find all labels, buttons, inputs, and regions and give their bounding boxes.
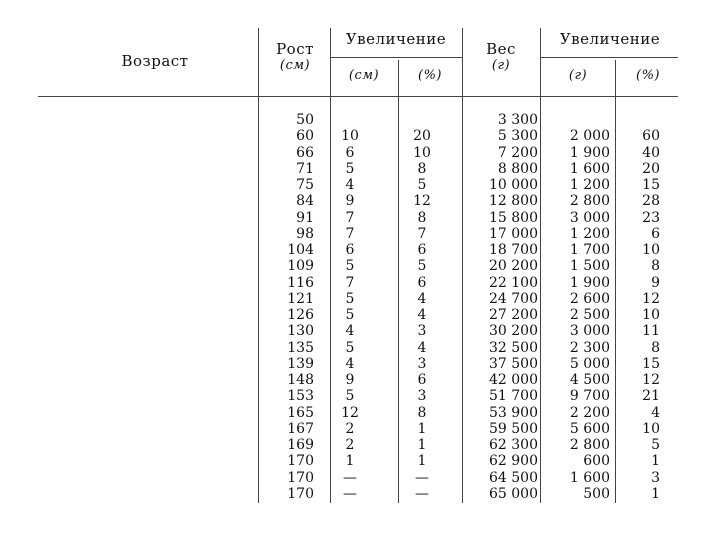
- increase-g-cell: 1 200: [569, 225, 610, 242]
- height-cell: 121: [287, 290, 314, 307]
- increase-pct-cell: 20: [413, 128, 431, 145]
- increase-pct-cell: 1: [417, 437, 427, 453]
- weight-cell: 8 800: [497, 160, 538, 177]
- table-row: [0, 258, 720, 274]
- increase-cm-cell: 5: [345, 339, 355, 356]
- increase-pct-cell: —: [415, 485, 429, 502]
- increase-pct-cell: 6: [417, 242, 427, 258]
- increase-pct-cell: 6: [651, 225, 660, 242]
- height-cell: 165: [287, 404, 314, 421]
- table-row: [0, 323, 720, 339]
- weight-cell: 53 900: [489, 404, 538, 421]
- height-cell: 116: [287, 274, 314, 291]
- height-cell: 170: [287, 485, 314, 502]
- height-cell: 91: [296, 209, 314, 226]
- increase-pct-cell: 28: [642, 193, 660, 210]
- height-cell: 60: [296, 128, 314, 145]
- table-row: [0, 437, 720, 453]
- increase-cm-cell: 7: [345, 225, 355, 242]
- header-weight-unit: (г): [491, 58, 511, 73]
- increase-cm-cell: 4: [345, 323, 355, 340]
- weight-cell: 62 300: [489, 437, 538, 453]
- increase-pct-cell: 1: [651, 453, 660, 470]
- height-cell: 109: [287, 258, 314, 275]
- height-cell: 170: [287, 469, 314, 486]
- weight-cell: 32 500: [489, 339, 538, 356]
- increase-pct-cell: 8: [417, 160, 427, 177]
- increase-g-cell: 2 800: [569, 193, 610, 210]
- header-height-unit: (см): [279, 58, 311, 73]
- increase-cm-cell: 2: [345, 437, 355, 453]
- increase-pct-cell: 15: [642, 177, 660, 193]
- height-cell: 169: [287, 437, 314, 453]
- weight-cell: 27 200: [489, 307, 538, 323]
- height-cell: 75: [296, 177, 314, 193]
- increase-cm-cell: 4: [345, 355, 355, 372]
- weight-cell: 15 800: [489, 209, 538, 226]
- height-cell: 139: [287, 355, 314, 372]
- increase-cm-cell: 10: [341, 128, 359, 145]
- height-cell: 148: [287, 372, 314, 388]
- increase-cm-cell: 6: [345, 144, 355, 161]
- increase-cm-cell: 4: [345, 177, 355, 193]
- height-cell: 153: [287, 388, 314, 405]
- increase-pct-cell: 5: [651, 437, 660, 453]
- header-rule: [38, 96, 678, 97]
- increase-pct-cell: 10: [642, 307, 660, 323]
- increase-pct-cell: 15: [642, 355, 660, 372]
- increase-cm-cell: 5: [345, 290, 355, 307]
- height-cell: 167: [287, 420, 314, 437]
- weight-cell: 24 700: [489, 290, 538, 307]
- increase-cm-cell: 12: [341, 404, 359, 421]
- increase-pct-cell: 8: [651, 339, 660, 356]
- weight-cell: 37 500: [489, 355, 538, 372]
- increase-cm-cell: 1: [345, 453, 355, 470]
- table-row: [0, 275, 720, 291]
- increase-pct-cell: 3: [417, 323, 427, 340]
- height-cell: 98: [296, 225, 314, 242]
- weight-cell: 59 500: [489, 420, 538, 437]
- header-age: Возраст: [121, 52, 189, 70]
- weight-cell: 18 700: [489, 242, 538, 258]
- height-cell: 170: [287, 453, 314, 470]
- weight-cell: 64 500: [489, 469, 538, 486]
- increase-pct-cell: 8: [651, 258, 660, 275]
- height-cell: 71: [296, 160, 314, 177]
- increase-pct-cell: 21: [642, 388, 660, 405]
- increase-g-cell: 3 000: [569, 323, 610, 340]
- weight-cell: 62 900: [489, 453, 538, 470]
- weight-cell: 65 000: [489, 485, 538, 502]
- increase-pct-cell: 40: [642, 144, 660, 161]
- increase-pct-cell: 7: [417, 225, 427, 242]
- increase-g-cell: 500: [583, 485, 610, 502]
- increase-g-cell: 1 700: [569, 242, 610, 258]
- header-inc-pct-unit-2: (%): [636, 68, 660, 83]
- header-inc-pct-unit-1: (%): [418, 68, 442, 83]
- header-weight: Вес: [486, 40, 516, 58]
- increase-cm-cell: 7: [345, 274, 355, 291]
- height-cell: 50: [296, 112, 314, 128]
- increase-pct-cell: 4: [651, 404, 660, 421]
- increase-pct-cell: 4: [417, 339, 427, 356]
- increase-pct-cell: 23: [642, 209, 660, 226]
- height-cell: 126: [287, 307, 314, 323]
- increase-pct-cell: 12: [642, 290, 660, 307]
- increase-pct-cell: 3: [417, 355, 427, 372]
- table-row: [0, 128, 720, 144]
- increase-cm-cell: 9: [345, 193, 355, 210]
- table-row: [0, 291, 720, 307]
- increase-g-cell: 1 200: [569, 177, 610, 193]
- table-row: [0, 470, 720, 486]
- table-row: [0, 388, 720, 404]
- increase-pct-cell: 12: [413, 193, 431, 210]
- increase-pct-cell: 10: [642, 242, 660, 258]
- increase-pct-cell: 11: [642, 323, 660, 340]
- increase-pct-cell: 6: [417, 372, 427, 388]
- increase-pct-cell: 1: [651, 485, 660, 502]
- increase-g-cell: 5 000: [569, 355, 610, 372]
- increase-g-cell: 5 600: [569, 420, 610, 437]
- increase-pct-cell: 3: [417, 388, 427, 405]
- increase-pct-cell: 4: [417, 290, 427, 307]
- table-row: [0, 145, 720, 161]
- table-row: [0, 210, 720, 226]
- increase-g-cell: 2 000: [569, 128, 610, 145]
- weight-cell: 7 200: [497, 144, 538, 161]
- weight-cell: 5 300: [497, 128, 538, 145]
- increase-g-cell: 1 900: [569, 274, 610, 291]
- increase-g-cell: 2 500: [569, 307, 610, 323]
- increase-pct-cell: 3: [651, 469, 660, 486]
- table-row: [0, 177, 720, 193]
- increase-cm-cell: 7: [345, 209, 355, 226]
- increase-pct-cell: 8: [417, 209, 427, 226]
- increase-pct-cell: 4: [417, 307, 427, 323]
- increase-cm-cell: 6: [345, 242, 355, 258]
- increase-pct-cell: 9: [651, 274, 660, 291]
- increase-pct-cell: 10: [642, 420, 660, 437]
- increase-cm-cell: —: [343, 469, 357, 486]
- weight-cell: 51 700: [489, 388, 538, 405]
- table-row: [0, 161, 720, 177]
- increase-g-cell: 2 200: [569, 404, 610, 421]
- table-row: [0, 421, 720, 437]
- weight-cell: 3 300: [497, 112, 538, 128]
- increase-pct-cell: 20: [642, 160, 660, 177]
- weight-cell: 17 000: [489, 225, 538, 242]
- increase-g-cell: 1 900: [569, 144, 610, 161]
- header-inc-cm-unit: (см): [348, 68, 380, 83]
- increase-pct-cell: 5: [417, 177, 427, 193]
- increase-g-cell: 4 500: [569, 372, 610, 388]
- increase-pct-cell: 1: [417, 453, 427, 470]
- header-rule: [540, 57, 678, 58]
- increase-pct-cell: 5: [417, 258, 427, 275]
- increase-pct-cell: 1: [417, 420, 427, 437]
- table-row: [0, 242, 720, 258]
- weight-cell: 42 000: [489, 372, 538, 388]
- increase-g-cell: 9 700: [569, 388, 610, 405]
- increase-cm-cell: —: [343, 485, 357, 502]
- header-inc-g-unit: (г): [568, 68, 588, 83]
- weight-cell: 12 800: [489, 193, 538, 210]
- increase-g-cell: 1 600: [569, 469, 610, 486]
- weight-cell: 10 000: [489, 177, 538, 193]
- increase-cm-cell: 5: [345, 307, 355, 323]
- height-cell: 66: [296, 144, 314, 161]
- header-increase-1: Увеличение: [345, 30, 447, 48]
- increase-g-cell: 1 600: [569, 160, 610, 177]
- increase-cm-cell: 9: [345, 372, 355, 388]
- weight-cell: 22 100: [489, 274, 538, 291]
- increase-pct-cell: 10: [413, 144, 431, 161]
- increase-cm-cell: 5: [345, 388, 355, 405]
- increase-g-cell: 600: [583, 453, 610, 470]
- increase-cm-cell: 5: [345, 160, 355, 177]
- height-cell: 135: [287, 339, 314, 356]
- table-row: [0, 307, 720, 323]
- increase-g-cell: 2 600: [569, 290, 610, 307]
- table-row: [0, 356, 720, 372]
- increase-pct-cell: 8: [417, 404, 427, 421]
- table-row: [0, 226, 720, 242]
- increase-cm-cell: 5: [345, 258, 355, 275]
- increase-g-cell: 3 000: [569, 209, 610, 226]
- height-cell: 130: [287, 323, 314, 340]
- table-row: [0, 405, 720, 421]
- table-row: [0, 193, 720, 209]
- table-row: [0, 112, 720, 128]
- weight-cell: 20 200: [489, 258, 538, 275]
- table-row: [0, 486, 720, 502]
- table-row: [0, 453, 720, 469]
- increase-cm-cell: 2: [345, 420, 355, 437]
- increase-g-cell: 1 500: [569, 258, 610, 275]
- header-height: Рост: [276, 40, 314, 58]
- increase-g-cell: 2 800: [569, 437, 610, 453]
- height-cell: 104: [287, 242, 314, 258]
- height-cell: 84: [296, 193, 314, 210]
- weight-cell: 30 200: [489, 323, 538, 340]
- increase-pct-cell: —: [415, 469, 429, 486]
- increase-pct-cell: 6: [417, 274, 427, 291]
- header-increase-2: Увеличение: [559, 30, 661, 48]
- table-row: [0, 340, 720, 356]
- table-row: [0, 372, 720, 388]
- header-rule: [330, 57, 462, 58]
- increase-pct-cell: 12: [642, 372, 660, 388]
- increase-pct-cell: 60: [642, 128, 660, 145]
- increase-g-cell: 2 300: [569, 339, 610, 356]
